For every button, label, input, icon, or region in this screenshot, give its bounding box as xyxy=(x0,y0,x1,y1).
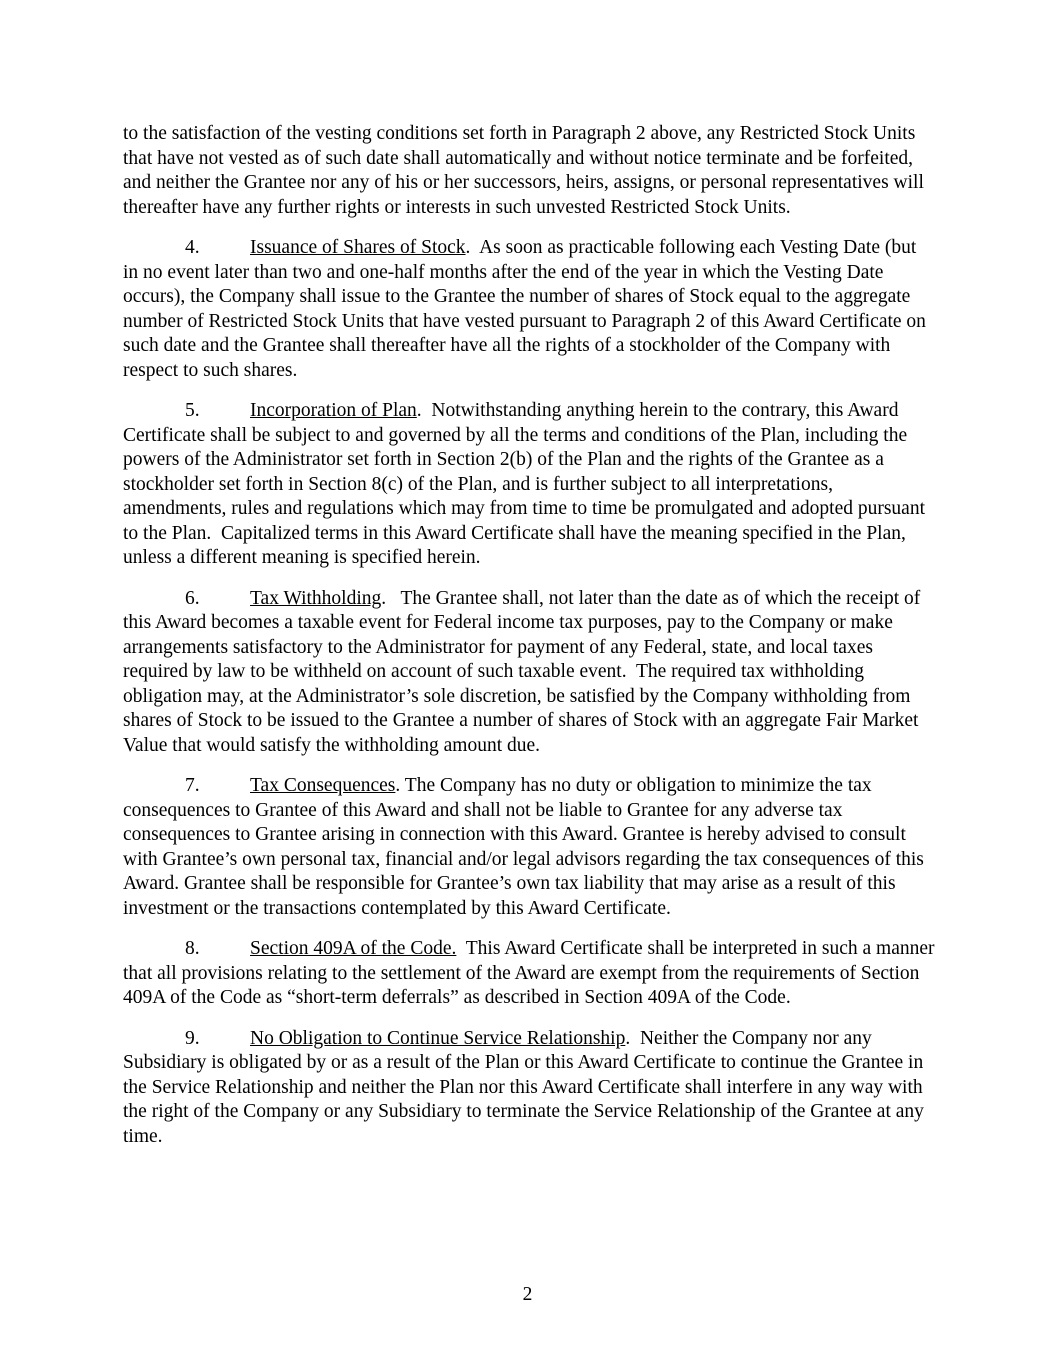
paragraph-text: Neither the Company nor any Subsidiary is obligated by or as a result of the Plan or this Award Certificate to continue the Grantee in the Service Relationship and neither the Plan nor this Award Certificate shall interfere in any way with the right of the Company or any Subsidiary to terminate the Service Relationship of the Grantee at any time. xyxy=(123,1027,929,1147)
numbered-paragraph xyxy=(123,1027,935,1150)
numbered-paragraph xyxy=(123,399,935,571)
paragraph-number: 5. xyxy=(185,400,200,421)
paragraph-text: to the satisfaction of the vesting conditions set forth in Paragraph 2 above, any Restricted Stock Units that have not vested as of such date shall automatically and without notice terminate and be forfeited, and neither the Grantee nor any of his or her successors, heirs, assigns, or personal representatives will thereafter have any further rights or interests in such unvested Restricted Stock Units. xyxy=(123,123,929,218)
page-footer xyxy=(0,1283,1055,1308)
heading-separator: . xyxy=(465,237,480,258)
numbered-paragraph xyxy=(123,587,935,759)
paragraph-text: As soon as practicable following each Vesting Date (but in no event later than two and one-half months after the end of the year in which the Vesting Date occurs), the Company shall issue to the Grantee the number of shares of Stock equal to the aggregate number of Restricted Stock Units that have vested pursuant to Paragraph 2 of this Award Certificate on such date and the Grantee shall thereafter have all the rights of a stockholder of the Company with respect to such shares. xyxy=(123,237,931,381)
paragraph-number: 7. xyxy=(185,775,200,796)
heading-separator: . xyxy=(416,400,432,421)
document-body xyxy=(123,122,940,1149)
heading-separator: . xyxy=(381,587,401,609)
paragraph-heading: Issuance of Shares of Stock xyxy=(250,237,466,258)
paragraph-text: The Company has no duty or obligation to minimize the tax consequences to Grantee of this Award and shall not be liable to Grantee for any adverse tax consequences to Grantee arising in connection with this Award. Grantee is hereby advised to consult with Grantee’s own personal tax, financial and/or legal advisors regarding the tax consequences of this Award. Grantee shall be responsible for Grantee’s own tax liability that may arise as a result of this investment or the transactions contemplated by this Award Certificate. xyxy=(123,775,928,919)
paragraph-text: This Award Certificate shall be interpreted in such a manner that all provisions relating to the settlement of the Award are exempt from the requirements of Section 409A of the Code as “short-term deferrals” as described in Section 409A of the Code. xyxy=(123,938,940,1008)
paragraph-text: The Grantee shall, not later than the date as of which the receipt of this Award becomes a taxable event for Federal income tax purposes, pay to the Company or make arrangements satisfactory to the Administrator for payment of any Federal, state, and local taxes required by law to be withheld on account of such taxable event. The required tax withholding obligation may, at the Administrator’s sole discretion, be satisfied by the Company withholding from shares of Stock to be issued to the Grantee a number of shares of Stock with an aggregate Fair Market Value that would satisfy the withholding amount due. xyxy=(123,587,926,756)
numbered-paragraph xyxy=(123,236,935,383)
paragraph-heading: Tax Withholding xyxy=(250,587,382,609)
paragraph-number: 8. xyxy=(185,938,200,959)
heading-separator: . xyxy=(395,775,405,796)
paragraph-number: 6. xyxy=(185,587,200,609)
paragraph-heading: Tax Consequences xyxy=(250,775,396,796)
paragraph-heading: Incorporation of Plan xyxy=(250,400,417,421)
numbered-paragraph xyxy=(123,774,935,921)
paragraph-heading: Section 409A of the Code. xyxy=(250,938,457,959)
paragraph-number: 4. xyxy=(185,237,200,258)
heading-separator xyxy=(456,938,465,959)
numbered-paragraph xyxy=(123,937,940,1011)
paragraph-heading: No Obligation to Continue Service Relationship xyxy=(250,1027,626,1049)
page-number: 2 xyxy=(522,1283,533,1305)
continuation-paragraph xyxy=(123,122,935,220)
heading-separator: . xyxy=(625,1027,640,1049)
paragraph-number: 9. xyxy=(185,1027,200,1049)
paragraph-text: Notwithstanding anything herein to the contrary, this Award Certificate shall be subject to and governed by all the terms and conditions of the Plan, including the powers of the Administrator set forth in Section 2(b) of the Plan and the rights of the Grantee as a stockholder set forth in Section 8(c) of the Plan, and is further subject to all interpretations, amendments, rules and regulations which may from time to time be promulgated and adopted pursuant to the Plan. Capitalized terms in this Award Certificate shall have the meaning specified in the Plan, unless a different meaning is specified herein. xyxy=(123,400,930,568)
